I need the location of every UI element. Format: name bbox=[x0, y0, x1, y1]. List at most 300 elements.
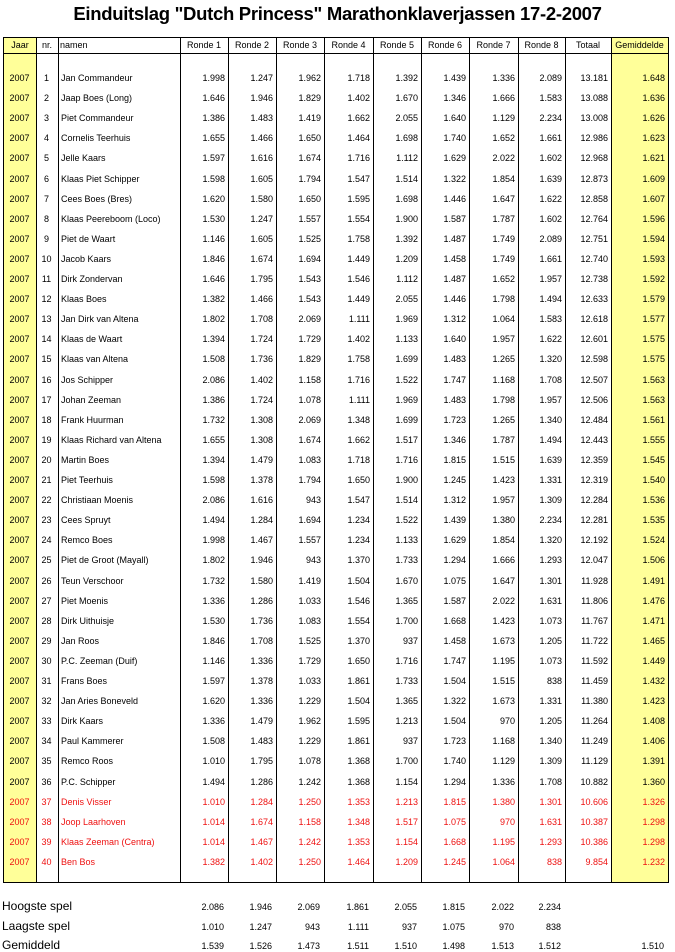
round-score-cell: 1.346 bbox=[443, 434, 466, 445]
total-cell: 12.986 bbox=[580, 133, 608, 144]
round-score-cell: 1.392 bbox=[395, 73, 418, 83]
round-score-cell: 1.466 bbox=[250, 133, 273, 144]
round-score-cell: 1.514 bbox=[395, 495, 418, 506]
average-cell: 1.360 bbox=[642, 776, 665, 787]
nr-cell: 12 bbox=[41, 294, 52, 305]
hoogste-value: 2.055 bbox=[394, 902, 417, 912]
round-score-cell: 1.010 bbox=[202, 756, 225, 767]
nr-cell: 34 bbox=[41, 736, 52, 747]
round-score-cell: 2.022 bbox=[492, 153, 515, 164]
name-cell: Klaas de Waart bbox=[61, 334, 123, 345]
round-score-cell: 1.670 bbox=[395, 93, 418, 104]
total-cell: 12.633 bbox=[580, 294, 608, 305]
nr-cell: 11 bbox=[41, 274, 52, 284]
round-score-cell: 1.213 bbox=[395, 796, 418, 807]
laagste-value: 1.010 bbox=[201, 922, 224, 932]
round-score-cell: 1.662 bbox=[347, 434, 370, 445]
average-cell: 1.476 bbox=[642, 595, 665, 606]
column-header: Ronde 5 bbox=[379, 40, 415, 50]
nr-cell: 18 bbox=[41, 414, 52, 425]
round-score-cell: 1.758 bbox=[347, 354, 370, 365]
total-cell: 12.738 bbox=[580, 274, 608, 284]
round-score-cell: 1.033 bbox=[298, 676, 321, 686]
table-row bbox=[4, 470, 668, 490]
jaar-cell: 2007 bbox=[9, 515, 30, 526]
jaar-cell: 2007 bbox=[9, 756, 30, 767]
round-score-cell: 1.449 bbox=[347, 253, 370, 264]
name-cell: Johan Zeeman bbox=[61, 394, 122, 405]
table-row bbox=[4, 792, 668, 812]
round-score-cell: 1.294 bbox=[443, 776, 466, 787]
nr-cell: 26 bbox=[41, 575, 52, 586]
round-score-cell: 1.487 bbox=[443, 233, 466, 244]
gemiddeld-value: 1.513 bbox=[491, 941, 514, 951]
nr-cell: 5 bbox=[43, 153, 49, 164]
round-score-cell: 1.829 bbox=[298, 354, 321, 365]
round-score-cell: 1.698 bbox=[395, 193, 418, 204]
round-score-cell: 1.336 bbox=[202, 716, 225, 727]
round-score-cell: 2.069 bbox=[298, 414, 321, 425]
jaar-cell: 2007 bbox=[9, 856, 30, 867]
table-row bbox=[4, 189, 668, 209]
round-score-cell: 1.525 bbox=[298, 635, 321, 646]
nr-cell: 25 bbox=[41, 555, 52, 566]
round-score-cell: 1.674 bbox=[298, 434, 321, 445]
round-score-cell: 1.794 bbox=[298, 475, 321, 485]
nr-cell: 17 bbox=[41, 394, 52, 405]
round-score-cell: 1.111 bbox=[348, 394, 370, 405]
column-header: Ronde 6 bbox=[427, 40, 463, 50]
column-header: Ronde 8 bbox=[524, 40, 559, 50]
average-cell: 1.621 bbox=[642, 153, 665, 164]
round-score-cell: 1.402 bbox=[347, 93, 370, 104]
gemiddeld-label: Gemiddeld bbox=[2, 938, 61, 952]
column-header: Ronde 7 bbox=[476, 40, 511, 50]
round-score-cell: 1.515 bbox=[492, 676, 515, 686]
average-cell: 1.540 bbox=[642, 475, 665, 485]
round-score-cell: 1.336 bbox=[492, 73, 515, 83]
round-score-cell: 1.733 bbox=[395, 555, 418, 566]
average-cell: 1.623 bbox=[642, 133, 665, 144]
jaar-cell: 2007 bbox=[9, 354, 30, 365]
round-score-cell: 1.530 bbox=[202, 615, 225, 626]
round-score-cell: 1.064 bbox=[492, 314, 515, 325]
round-score-cell: 1.602 bbox=[539, 153, 562, 164]
name-cell: Remco Boes bbox=[61, 535, 113, 546]
round-score-cell: 1.652 bbox=[492, 274, 515, 284]
round-score-cell: 1.309 bbox=[539, 756, 562, 767]
table-row bbox=[4, 510, 668, 530]
round-score-cell: 1.716 bbox=[347, 374, 370, 385]
round-score-cell: 1.747 bbox=[443, 655, 466, 666]
round-score-cell: 1.209 bbox=[395, 253, 418, 264]
jaar-cell: 2007 bbox=[9, 696, 30, 707]
round-score-cell: 1.234 bbox=[347, 515, 370, 526]
round-score-cell: 1.154 bbox=[395, 776, 418, 787]
round-score-cell: 1.698 bbox=[395, 133, 418, 144]
round-score-cell: 1.402 bbox=[250, 374, 273, 385]
round-score-cell: 1.336 bbox=[202, 595, 225, 606]
round-score-cell: 1.483 bbox=[250, 736, 273, 747]
round-score-cell: 1.010 bbox=[202, 796, 225, 807]
nr-cell: 31 bbox=[41, 676, 52, 686]
average-cell: 1.408 bbox=[642, 716, 665, 727]
round-score-cell: 1.661 bbox=[539, 253, 562, 264]
table-row bbox=[4, 209, 668, 229]
round-score-cell: 1.647 bbox=[492, 575, 515, 586]
round-score-cell: 1.666 bbox=[492, 93, 515, 104]
round-score-cell: 1.112 bbox=[396, 153, 418, 164]
round-score-cell: 1.554 bbox=[347, 213, 370, 224]
round-score-cell: 1.446 bbox=[443, 294, 466, 305]
table-row bbox=[4, 631, 668, 651]
nr-cell: 10 bbox=[41, 253, 52, 264]
round-score-cell: 937 bbox=[402, 736, 418, 747]
round-score-cell: 1.368 bbox=[347, 776, 370, 787]
name-cell: Jaap Boes (Long) bbox=[61, 93, 133, 104]
average-cell: 1.593 bbox=[642, 253, 665, 264]
table-row bbox=[4, 390, 668, 410]
round-score-cell: 1.957 bbox=[492, 334, 515, 345]
round-score-cell: 1.265 bbox=[492, 414, 515, 425]
total-cell: 12.858 bbox=[580, 193, 608, 204]
table-row bbox=[4, 269, 668, 289]
column-header: Ronde 4 bbox=[331, 40, 366, 50]
round-score-cell: 1.670 bbox=[395, 575, 418, 586]
jaar-cell: 2007 bbox=[9, 274, 30, 284]
nr-cell: 30 bbox=[41, 655, 52, 666]
round-score-cell: 1.284 bbox=[250, 796, 273, 807]
round-score-cell: 1.075 bbox=[443, 816, 466, 827]
round-score-cell: 1.322 bbox=[443, 696, 466, 707]
round-score-cell: 1.514 bbox=[395, 173, 418, 184]
round-score-cell: 1.587 bbox=[443, 213, 466, 224]
round-score-cell: 1.620 bbox=[202, 193, 225, 204]
jaar-cell: 2007 bbox=[9, 233, 30, 244]
round-score-cell: 1.439 bbox=[443, 73, 466, 83]
average-cell: 1.326 bbox=[642, 796, 665, 807]
nr-cell: 7 bbox=[43, 193, 49, 204]
round-score-cell: 2.089 bbox=[539, 233, 562, 244]
round-score-cell: 1.458 bbox=[443, 253, 466, 264]
jaar-cell: 2007 bbox=[9, 535, 30, 546]
round-score-cell: 1.294 bbox=[443, 555, 466, 566]
round-score-cell: 1.312 bbox=[443, 314, 466, 325]
round-score-cell: 1.546 bbox=[347, 274, 370, 284]
name-cell: Klaas Boes bbox=[61, 294, 107, 305]
round-score-cell: 1.504 bbox=[443, 716, 466, 727]
table-row bbox=[4, 108, 668, 128]
nr-cell: 13 bbox=[41, 314, 52, 325]
round-score-cell: 1.946 bbox=[250, 555, 273, 566]
table-row bbox=[4, 490, 668, 510]
table-row bbox=[4, 410, 668, 430]
nr-cell: 19 bbox=[41, 434, 52, 445]
average-cell: 1.607 bbox=[642, 193, 665, 204]
round-score-cell: 1.322 bbox=[443, 173, 466, 184]
average-cell: 1.432 bbox=[642, 676, 665, 686]
average-cell: 1.579 bbox=[642, 294, 665, 305]
round-score-cell: 1.547 bbox=[347, 173, 370, 184]
round-score-cell: 1.229 bbox=[298, 696, 321, 707]
name-cell: Teun Verschoor bbox=[61, 575, 124, 586]
average-cell: 1.491 bbox=[642, 575, 665, 586]
round-score-cell: 1.655 bbox=[202, 133, 225, 144]
average-cell: 1.577 bbox=[642, 314, 665, 325]
round-score-cell: 1.962 bbox=[298, 716, 321, 727]
round-score-cell: 1.382 bbox=[202, 294, 225, 305]
name-cell: Paul Kammerer bbox=[61, 736, 124, 747]
round-score-cell: 1.647 bbox=[492, 193, 515, 204]
round-score-cell: 1.205 bbox=[539, 716, 562, 727]
round-score-cell: 1.083 bbox=[298, 454, 321, 465]
round-score-cell: 1.378 bbox=[250, 475, 273, 485]
round-score-cell: 2.055 bbox=[395, 113, 418, 124]
jaar-cell: 2007 bbox=[9, 374, 30, 385]
name-cell: Piet Commandeur bbox=[61, 113, 134, 124]
round-score-cell: 1.483 bbox=[443, 354, 466, 365]
jaar-cell: 2007 bbox=[9, 73, 30, 83]
jaar-cell: 2007 bbox=[9, 575, 30, 586]
round-score-cell: 1.787 bbox=[492, 434, 515, 445]
total-cell: 11.722 bbox=[581, 635, 608, 646]
nr-cell: 3 bbox=[43, 113, 49, 124]
table-row bbox=[4, 832, 668, 852]
average-cell: 1.506 bbox=[642, 555, 665, 566]
round-score-cell: 1.340 bbox=[539, 414, 562, 425]
round-score-cell: 1.378 bbox=[250, 676, 273, 686]
round-score-cell: 1.674 bbox=[298, 153, 321, 164]
round-score-cell: 1.293 bbox=[539, 555, 562, 566]
round-score-cell: 1.708 bbox=[539, 776, 562, 787]
average-cell: 1.575 bbox=[642, 354, 665, 365]
round-score-cell: 1.158 bbox=[298, 816, 321, 827]
round-score-cell: 1.168 bbox=[492, 374, 515, 385]
round-score-cell: 1.309 bbox=[539, 495, 562, 506]
name-cell: Klaas Zeeman (Centra) bbox=[61, 836, 155, 847]
round-score-cell: 1.733 bbox=[395, 676, 418, 686]
total-cell: 12.443 bbox=[580, 434, 608, 445]
round-score-cell: 1.370 bbox=[347, 635, 370, 646]
round-score-cell: 1.293 bbox=[539, 836, 562, 847]
total-cell: 13.088 bbox=[580, 93, 608, 104]
hoogste-value: 1.861 bbox=[346, 902, 369, 912]
total-cell: 12.968 bbox=[580, 153, 608, 164]
round-score-cell: 1.900 bbox=[395, 213, 418, 224]
round-score-cell: 1.370 bbox=[347, 555, 370, 566]
total-cell: 12.618 bbox=[580, 314, 608, 325]
jaar-cell: 2007 bbox=[9, 334, 30, 345]
round-score-cell: 1.620 bbox=[202, 696, 225, 707]
round-score-cell: 1.382 bbox=[202, 856, 225, 867]
round-score-cell: 1.957 bbox=[539, 394, 562, 405]
average-cell: 1.298 bbox=[642, 836, 665, 847]
round-score-cell: 1.583 bbox=[539, 314, 562, 325]
round-score-cell: 1.650 bbox=[298, 133, 321, 144]
jaar-cell: 2007 bbox=[9, 655, 30, 666]
round-score-cell: 1.483 bbox=[250, 113, 273, 124]
gemiddeld-value: 1.473 bbox=[297, 941, 320, 951]
nr-cell: 14 bbox=[41, 334, 52, 345]
round-score-cell: 838 bbox=[546, 856, 562, 867]
name-cell: Piet de Groot (Mayall) bbox=[61, 555, 149, 566]
round-score-cell: 1.639 bbox=[539, 454, 562, 465]
round-score-cell: 1.557 bbox=[298, 213, 321, 224]
nr-cell: 20 bbox=[41, 454, 52, 465]
total-cell: 11.264 bbox=[581, 716, 608, 727]
round-score-cell: 1.699 bbox=[395, 354, 418, 365]
round-score-cell: 1.554 bbox=[347, 615, 370, 626]
round-score-cell: 1.336 bbox=[250, 655, 273, 666]
total-cell: 12.751 bbox=[580, 233, 608, 244]
round-score-cell: 1.168 bbox=[492, 736, 515, 747]
round-score-cell: 1.245 bbox=[443, 856, 466, 867]
average-cell: 1.449 bbox=[642, 655, 665, 666]
round-score-cell: 1.629 bbox=[443, 153, 466, 164]
name-cell: Jelle Kaars bbox=[61, 153, 106, 164]
round-score-cell: 1.662 bbox=[347, 113, 370, 124]
average-cell: 1.232 bbox=[642, 856, 665, 867]
round-score-cell: 1.998 bbox=[202, 73, 225, 83]
round-score-cell: 1.543 bbox=[298, 294, 321, 305]
gemiddeld-average: 1.510 bbox=[641, 941, 664, 951]
name-cell: Frans Boes bbox=[61, 676, 108, 686]
round-score-cell: 1.673 bbox=[492, 635, 515, 646]
round-score-cell: 1.308 bbox=[250, 414, 273, 425]
round-score-cell: 1.111 bbox=[348, 314, 370, 325]
round-score-cell: 1.284 bbox=[250, 515, 273, 526]
round-score-cell: 1.517 bbox=[395, 816, 418, 827]
round-score-cell: 1.758 bbox=[347, 233, 370, 244]
round-score-cell: 1.854 bbox=[492, 535, 515, 546]
round-score-cell: 1.716 bbox=[395, 454, 418, 465]
table-row bbox=[4, 289, 668, 309]
round-score-cell: 1.736 bbox=[250, 354, 273, 365]
round-score-cell: 1.640 bbox=[443, 334, 466, 345]
nr-cell: 21 bbox=[41, 475, 52, 485]
round-score-cell: 1.716 bbox=[347, 153, 370, 164]
round-score-cell: 1.250 bbox=[298, 856, 321, 867]
average-cell: 1.575 bbox=[642, 334, 665, 345]
jaar-cell: 2007 bbox=[9, 414, 30, 425]
table-row bbox=[4, 591, 668, 611]
name-cell: Cornelis Teerhuis bbox=[61, 133, 131, 144]
jaar-cell: 2007 bbox=[9, 676, 30, 686]
round-score-cell: 1.798 bbox=[492, 394, 515, 405]
jaar-cell: 2007 bbox=[9, 615, 30, 626]
round-score-cell: 1.998 bbox=[202, 535, 225, 546]
round-score-cell: 1.815 bbox=[443, 796, 466, 807]
nr-cell: 24 bbox=[41, 535, 52, 546]
nr-cell: 33 bbox=[41, 716, 52, 727]
round-score-cell: 1.962 bbox=[298, 73, 321, 83]
nr-cell: 37 bbox=[41, 796, 52, 807]
round-score-cell: 1.083 bbox=[298, 615, 321, 626]
average-cell: 1.535 bbox=[642, 515, 665, 526]
round-score-cell: 1.286 bbox=[250, 595, 273, 606]
round-score-cell: 1.209 bbox=[395, 856, 418, 867]
round-score-cell: 1.580 bbox=[250, 193, 273, 204]
round-score-cell: 1.724 bbox=[250, 394, 273, 405]
column-header: Gemiddelde bbox=[615, 40, 664, 50]
round-score-cell: 1.749 bbox=[492, 233, 515, 244]
round-score-cell: 1.846 bbox=[202, 253, 225, 264]
total-cell: 11.928 bbox=[581, 575, 608, 586]
round-score-cell: 1.073 bbox=[539, 655, 562, 666]
round-score-cell: 1.846 bbox=[202, 635, 225, 646]
round-score-cell: 1.740 bbox=[443, 133, 466, 144]
table-row bbox=[4, 229, 668, 249]
round-score-cell: 2.069 bbox=[298, 314, 321, 325]
round-score-cell: 1.640 bbox=[443, 113, 466, 124]
round-score-cell: 1.602 bbox=[539, 213, 562, 224]
laagste-value: 1.111 bbox=[347, 922, 369, 932]
round-score-cell: 1.402 bbox=[250, 856, 273, 867]
jaar-cell: 2007 bbox=[9, 555, 30, 566]
round-score-cell: 1.487 bbox=[443, 274, 466, 284]
table-row bbox=[4, 731, 668, 751]
average-cell: 1.545 bbox=[642, 454, 665, 465]
name-cell: Klaas Richard van Altena bbox=[61, 434, 162, 445]
table-row bbox=[4, 671, 668, 691]
average-cell: 1.636 bbox=[642, 93, 665, 104]
round-score-cell: 1.543 bbox=[298, 274, 321, 284]
table-row bbox=[4, 329, 668, 349]
round-score-cell: 1.129 bbox=[492, 756, 515, 767]
round-score-cell: 1.815 bbox=[443, 454, 466, 465]
round-score-cell: 1.449 bbox=[347, 294, 370, 305]
table-row bbox=[4, 772, 668, 792]
results-table bbox=[3, 37, 669, 883]
round-score-cell: 1.597 bbox=[202, 153, 225, 164]
round-score-cell: 1.265 bbox=[492, 354, 515, 365]
column-header: Ronde 3 bbox=[282, 40, 318, 50]
round-score-cell: 1.195 bbox=[492, 836, 515, 847]
round-score-cell: 1.515 bbox=[492, 454, 515, 465]
round-score-cell: 1.946 bbox=[250, 93, 273, 104]
round-score-cell: 1.694 bbox=[298, 515, 321, 526]
round-score-cell: 1.639 bbox=[539, 173, 562, 184]
round-score-cell: 1.394 bbox=[202, 334, 225, 345]
jaar-cell: 2007 bbox=[9, 454, 30, 465]
round-score-cell: 943 bbox=[305, 495, 321, 506]
nr-cell: 4 bbox=[43, 133, 49, 144]
name-cell: Joop Laarhoven bbox=[61, 816, 126, 827]
round-score-cell: 1.245 bbox=[443, 475, 466, 485]
nr-cell: 29 bbox=[41, 635, 52, 646]
nr-cell: 39 bbox=[41, 836, 52, 847]
round-score-cell: 1.494 bbox=[539, 434, 562, 445]
round-score-cell: 1.340 bbox=[539, 736, 562, 747]
name-cell: Jan Commandeur bbox=[61, 73, 133, 83]
round-score-cell: 1.650 bbox=[347, 475, 370, 485]
jaar-cell: 2007 bbox=[9, 253, 30, 264]
table-row bbox=[4, 68, 668, 88]
round-score-cell: 1.700 bbox=[395, 615, 418, 626]
jaar-cell: 2007 bbox=[9, 736, 30, 747]
average-cell: 1.609 bbox=[642, 173, 665, 184]
round-score-cell: 1.308 bbox=[250, 434, 273, 445]
total-cell: 12.598 bbox=[580, 354, 608, 365]
round-score-cell: 1.234 bbox=[347, 535, 370, 546]
hoogste-value: 2.069 bbox=[297, 902, 320, 912]
column-header: Jaar bbox=[11, 40, 29, 50]
round-score-cell: 1.530 bbox=[202, 213, 225, 224]
round-score-cell: 1.348 bbox=[347, 414, 370, 425]
total-cell: 12.281 bbox=[580, 515, 608, 526]
column-header: Ronde 1 bbox=[186, 40, 222, 50]
round-score-cell: 1.467 bbox=[250, 535, 273, 546]
